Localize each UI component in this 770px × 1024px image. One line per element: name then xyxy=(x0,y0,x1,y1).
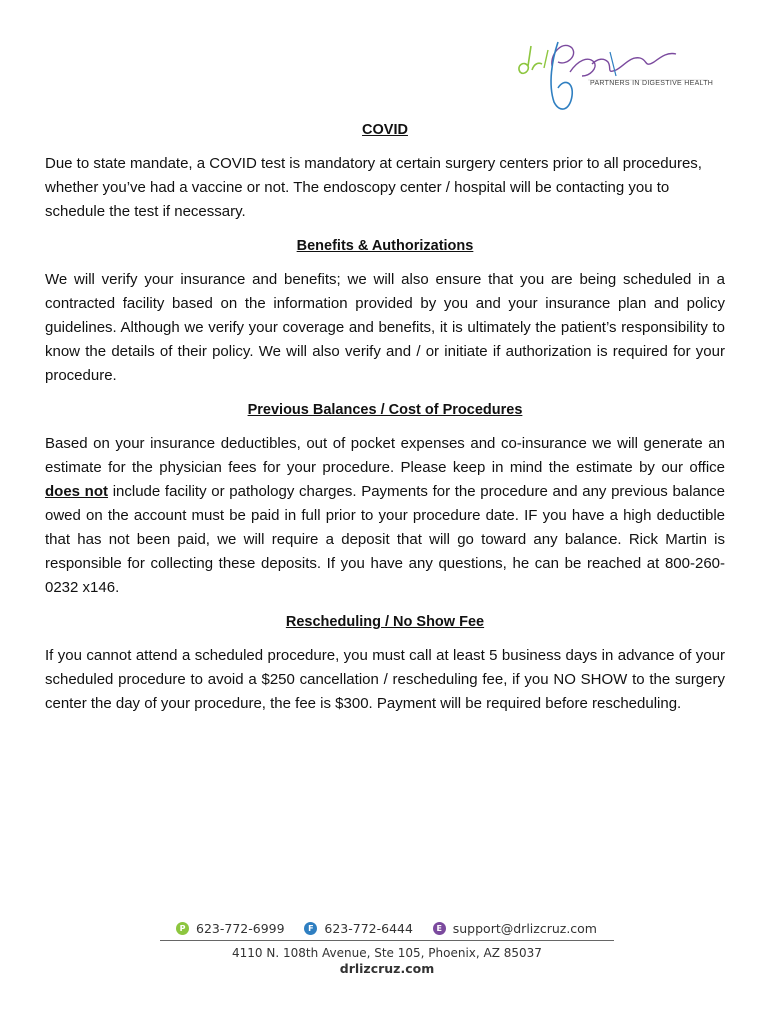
logo-tagline: PARTNERS IN DIGESTIVE HEALTH xyxy=(590,80,714,87)
rescheduling-heading: Rescheduling / No Show Fee xyxy=(285,614,485,630)
phone-icon: P xyxy=(176,922,189,935)
benefits-heading: Benefits & Authorizations xyxy=(296,238,474,254)
benefits-section xyxy=(45,234,725,388)
covid-heading: COVID xyxy=(362,122,408,138)
covid-section xyxy=(45,118,725,224)
rescheduling-paragraph: If you cannot attend a scheduled procedure, you must call at least 5 business days in advance of your scheduled procedure to avoid a $250 cancellation / rescheduling fee, if you NO SHOW to the surgery center the day of your procedure, the fee is $300. Payment will be required before rescheduling. xyxy=(45,647,725,712)
balances-heading: Previous Balances / Cost of Procedures xyxy=(247,402,523,418)
logo-signature-graphic xyxy=(512,32,712,122)
email-address: support@drlizcruz.com xyxy=(452,920,597,936)
balances-section xyxy=(45,398,725,600)
does-not-emphasis: does not xyxy=(45,483,109,500)
footer-divider xyxy=(160,940,614,941)
phone-number: 623-772-6999 xyxy=(196,920,285,936)
footer xyxy=(160,918,614,976)
covid-paragraph: Due to state mandate, a COVID test is mandatory at certain surgery centers prior to all procedures, whether you’ve had a vaccine or not. The endoscopy center / hospital will be contacting you to schedule the test if necessary. xyxy=(45,155,702,220)
balances-text-before: Based on your insurance deductibles, out of pocket expenses and co-insurance we will generate an estimate for the physician fees for your procedure. Please keep in mind the estimate by our office xyxy=(45,435,725,476)
benefits-paragraph: We will verify your insurance and benefits; we will also ensure that you are being scheduled in a contracted facility based on the information provided by you and your insurance plan and policy guidelines. Although we verify your coverage and benefits, it is ultimately the patient’s responsibility to know the details of their policy. We will also verify and / or initiate if authorization is required for your procedure. xyxy=(45,271,725,384)
balances-text-after: include facility or pathology charges. Payments for the procedure and any previous balance owed on the account must be paid in full prior to your procedure date. IF you have a high deductible that has not been paid, we will require a deposit that will go toward any balance. Rick Martin is responsible for collecting these deposits. If you have any questions, he can be reached at 800-260-0232 x146. xyxy=(45,483,726,596)
practice-logo xyxy=(512,32,712,122)
fax-icon: F xyxy=(304,922,317,935)
fax-number: 623-772-6444 xyxy=(324,920,413,936)
rescheduling-section xyxy=(45,610,725,716)
contact-row xyxy=(160,918,614,938)
fax-contact xyxy=(304,921,413,936)
document-body xyxy=(45,118,725,716)
street-address: 4110 N. 108th Avenue, Ste 105, Phoenix, AZ 85037 xyxy=(232,946,542,960)
email-icon: E xyxy=(433,922,446,935)
email-contact[interactable] xyxy=(433,921,597,936)
balances-paragraph xyxy=(45,432,725,600)
phone-contact[interactable] xyxy=(176,921,285,936)
website-link[interactable]: drlizcruz.com xyxy=(339,961,435,976)
